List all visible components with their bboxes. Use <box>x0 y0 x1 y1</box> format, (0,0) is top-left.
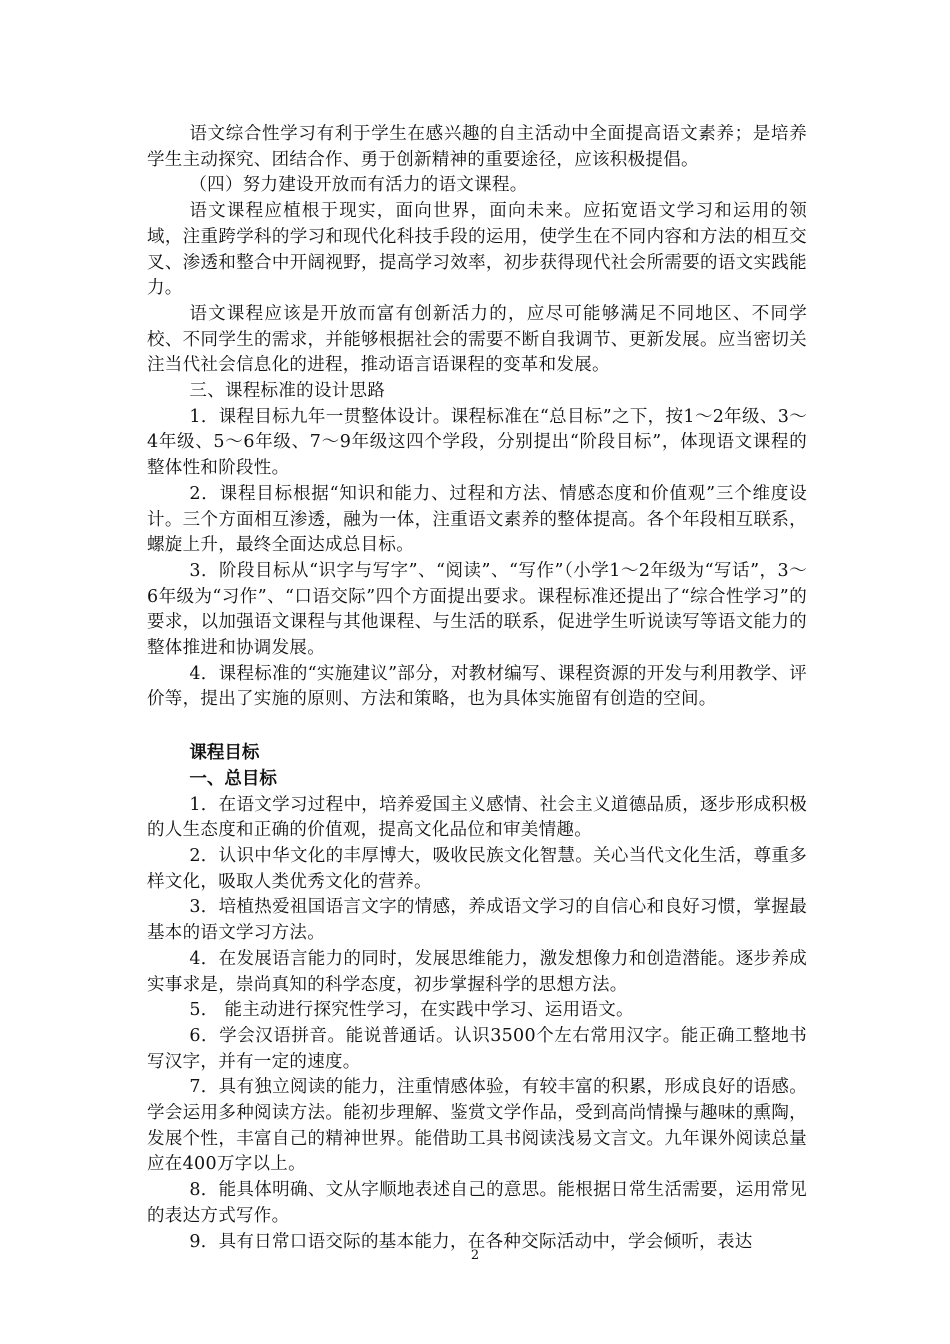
goal-item-3: 3．培植热爱祖国语言文字的情感，养成语文学习的自信心和良好习惯，掌握最基本的语文学习方法。 <box>147 897 807 944</box>
paragraph-section-four: （四）努力建设开放而有活力的语文课程。 <box>189 175 528 196</box>
section-heading-design: 三、课程标准的设计思路 <box>189 381 386 402</box>
goal-item-9: 9．具有日常口语交际的基本能力，在各种交际活动中，学会倾听，表达 <box>189 1231 753 1252</box>
goal-item-2: 2．认识中华文化的丰厚博大，吸收民族文化智慧。关心当代文化生活，尊重多样文化，吸取人类优秀文化的营养。 <box>147 845 807 892</box>
paragraph-design-1: 1．课程目标九年一贯整体设计。课程标准在“总目标”之下，按1～2年级、3～4年级、5～6年级、7～9年级这四个学段，分别提出“阶段目标”，体现语文课程的整体性和阶段性。 <box>147 406 807 479</box>
goal-item-4: 4．在发展语言能力的同时，发展思维能力，激发想像力和创造潜能。逐步养成实事求是，崇尚真知的科学态度，初步掌握科学的思想方法。 <box>147 948 807 995</box>
goal-item-1: 1．在语文学习过程中，培养爱国主义感情、社会主义道德品质，逐步形成积极的人生态度和正确的价值观，提高文化品位和审美情趣。 <box>147 794 807 841</box>
paragraph-open-curriculum: 语文课程应该是开放而富有创新活力的，应尽可能够满足不同地区、不同学校、不同学生的需求，并能够根据社会的需要不断自我调节、更新发展。应当密切关注当代社会信息化的进程，推动语言语课程的变革和发展。 <box>147 303 807 376</box>
paragraph-rooted-in-reality: 语文课程应植根于现实，面向世界，面向未来。应拓宽语文学习和运用的领域，注重跨学科的学习和现代化科技手段的运用，使学生在不同内容和方法的相互交叉、渗透和整合中开阔视野，提高学习效率，初步获得现代社会所需要的语文实践能力。 <box>147 201 807 299</box>
goal-item-6: 6．学会汉语拼音。能说普通话。认识3500个左右常用汉字。能正确工整地书写汉字，并有一定的速度。 <box>147 1025 807 1072</box>
goal-item-7: 7．具有独立阅读的能力，注重情感体验，有较丰富的积累，形成良好的语感。学会运用多种阅读方法。能初步理解、鉴赏文学作品，受到高尚情操与趣味的熏陶，发展个性，丰富自己的精神世界。能借助工具书阅读浅易文言文。九年课外阅读总量应在400万字以上。 <box>147 1077 807 1175</box>
paragraph-integrated-learning: 语文综合性学习有利于学生在感兴趣的自主活动中全面提高语文素养；是培养学生主动探究、团结合作、勇于创新精神的重要途径，应该积极提倡。 <box>147 124 807 170</box>
paragraph-design-4: 4．课程标准的“实施建议”部分，对教材编写、课程资源的开发与利用教学、评价等，提出了实施的原则、方法和策略，也为具体实施留有创造的空间。 <box>147 663 807 710</box>
paragraph-design-2: 2．课程目标根据“知识和能力、过程和方法、情感态度和价值观”三个维度设计。三个方面相互渗透，融为一体，注重语文素养的整体提高。各个年段相互联系，螺旋上升，最终全面达成总目标。 <box>147 483 807 556</box>
goal-item-8: 8．能具体明确、文从字顺地表述自己的意思。能根据日常生活需要，运用常见的表达方式写作。 <box>147 1180 807 1226</box>
heading-overall-goals: 一、总目标 <box>189 768 277 789</box>
paragraph-design-3: 3．阶段目标从“识字与写字”、“阅读”、“写作”（小学1～2年级为“写话”，3～6年级为“习作”、“口语交际”四个方面提出要求。课程标准还提出了“综合性学习”的要求，以加强语文课程与其他课程、与生活的联系，促进学生听说读写等语文能力的整体推进和协调发展。 <box>147 560 807 659</box>
document-page <box>147 122 807 1255</box>
page-number: 2 <box>470 1248 480 1263</box>
heading-course-goals: 课程目标 <box>189 743 260 764</box>
section-spacer <box>147 713 807 741</box>
goal-item-5: 5． 能主动进行探究性学习，在实践中学习、运用语文。 <box>189 1000 634 1021</box>
